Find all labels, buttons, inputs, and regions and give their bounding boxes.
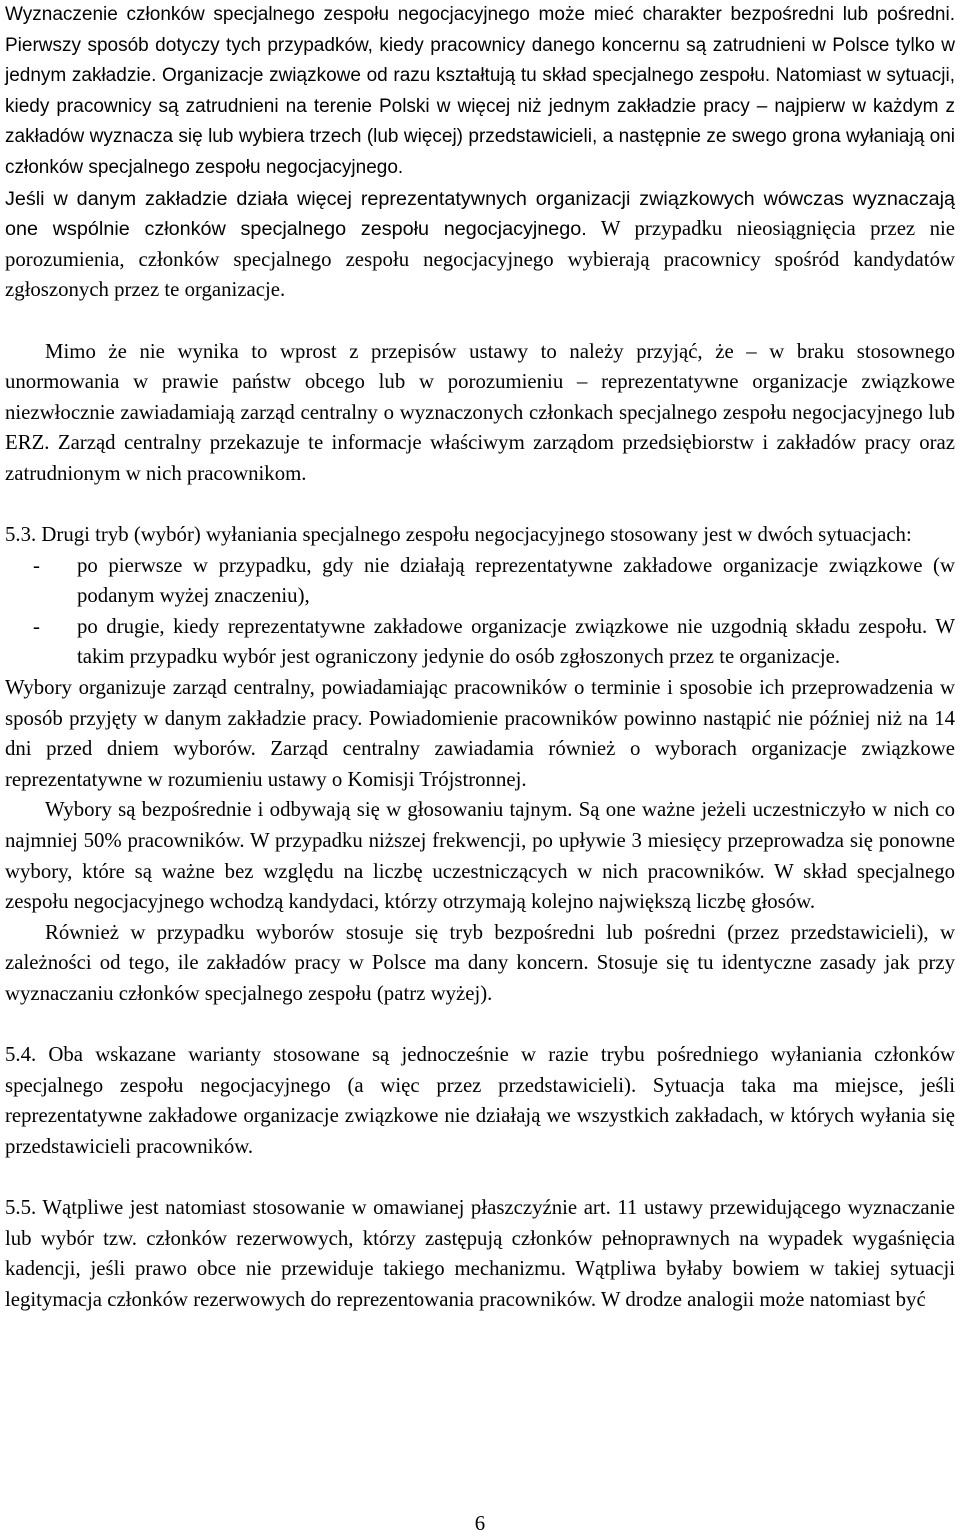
- paragraph-election-organization: Wybory organizuje zarząd centralny, powiadamiając pracowników o terminie i sposobie ich przeprowadzenia w sposób przyjęty w danym zakładzie pracy. Powiadomienie pracowników powinno nastąpić nie później niż na 14 dni przed dniem wyborów. Zarząd centralny zawiadamia również o wyborach organizacje związkowe reprezentatywne w rozumieniu ustawy o Komisji Trójstronnej.: [5, 676, 955, 791]
- list-item-text: po drugie, kiedy reprezentatywne zakładowe organizacje związkowe nie uzgodnią składu zespołu. W takim przypadku wybór jest ograniczony jedynie do osób zgłoszonych przez te organizacje.: [77, 614, 955, 669]
- paragraph-election-validity: Wybory są bezpośrednie i odbywają się w głosowaniu tajnym. Są one ważne jeżeli uczestniczyło w nich co najmniej 50% pracowników. W przypadku niższej frekwencji, po upływie 3 miesięcy przeprowadza się ponowne wybory, które są ważne bez względu na liczbę uczestniczących w nich pracowników. W skład specjalnego zespołu negocjacyjnego wchodzą kandydaci, którzy otrzymają kolejno największą liczbę głosów.: [5, 798, 955, 914]
- paragraph-notification: Mimo że nie wynika to wprost z przepisów ustawy to należy przyjąć, że – w braku stosownego unormowania w prawie państw obcego lub w porozumieniu – reprezentatywne organizacje związkowe niezwłocznie zawiadamiają zarząd centralny o wyznaczonych członkach specjalnego zespołu negocjacyjnego lub ERZ. Zarząd centralny przekazuje te informacje właściwym zarządom przedsiębiorstw i zakładów pracy oraz zatrudnionym w nich pracownikom.: [5, 339, 955, 485]
- paragraph-multiple-unions-sans: Jeśli w danym zakładzie działa więcej reprezentatywnych organizacji związkowych wówczas wyznaczają one wspólnie członków specjalnego zespołu negocjacyjnego.: [5, 187, 955, 241]
- page-number: 6: [474, 1512, 486, 1535]
- paragraph-section-5-5: 5.5. Wątpliwe jest natomiast stosowanie w omawianej płaszczyźnie art. 11 ustawy przewidującego wyznaczanie lub wybór tzw. członków rezerwowych, którzy zastępują członków pełnoprawnych na wypadek wygaśnięcia kadencji, jeśli prawo obce nie przewiduje takiego mechanizmu. Wątpliwa byłaby bowiem w takiej sytuacji legitymacja członków rezerwowych do reprezentowania pracowników. W drodze analogii może natomiast być: [5, 1196, 955, 1311]
- document-page: [5, 0, 955, 1316]
- paragraph-election-mode: Również w przypadku wyborów stosuje się tryb bezpośredni lub pośredni (przez przedstawicieli), w zależności od tego, ile zakładów pracy w Polsce ma dany koncern. Stosuje się tu identyczne zasady jak przy wyznaczaniu członków specjalnego zespołu (patrz wyżej).: [5, 920, 955, 1005]
- paragraph-multiple-unions: [5, 184, 955, 306]
- paragraph-multiple-unions-serif: W przypadku nieosiągnięcia przez nie porozumienia, członków specjalnego zespołu negocjacyjnego wybierają pracownicy spośród kandydatów zgłoszonych przez te organizacje.: [5, 217, 956, 302]
- paragraph-direct-appointment: Wyznaczenie członków specjalnego zespołu negocjacyjnego może mieć charakter bezpośredni lub pośredni. Pierwszy sposób dotyczy tych przypadków, kiedy pracownicy danego koncernu są zatrudnieni w Polsce tylko w jednym zakładzie. Organizacje związkowe od razu kształtują tu skład specjalnego zespołu. Natomiast w sytuacji, kiedy pracownicy są zatrudnieni na terenie Polski w więcej niż jednym zakładzie pracy – najpierw w każdym z zakładów wyznacza się lub wybiera trzech (lub więcej) przedstawicieli, a następnie ze swego grona wyłaniają oni członków specjalnego zespołu negocjacyjnego.: [5, 4, 955, 178]
- list-item: [5, 612, 955, 673]
- list-dash: -: [33, 614, 40, 638]
- list-item: [5, 551, 955, 612]
- paragraph-section-5-4: 5.4. Oba wskazane warianty stosowane są jednocześnie w razie trybu pośredniego wyłaniania członków specjalnego zespołu negocjacyjnego (a więc przez przedstawicieli). Sytuacja taka ma miejsce, jeśli reprezentatywne zakładowe organizacje związkowe nie działają we wszystkich zakładach, w których wyłania się przedstawicieli pracowników.: [5, 1043, 955, 1158]
- election-situations-list: [5, 551, 955, 673]
- paragraph-section-5-3: 5.3. Drugi tryb (wybór) wyłaniania specjalnego zespołu negocjacyjnego stosowany jest w dwóch sytuacjach:: [5, 523, 912, 547]
- list-item-text: po pierwsze w przypadku, gdy nie działają reprezentatywne zakładowe organizacje związkowe (w podanym wyżej znaczeniu),: [77, 553, 955, 608]
- list-dash: -: [33, 553, 40, 577]
